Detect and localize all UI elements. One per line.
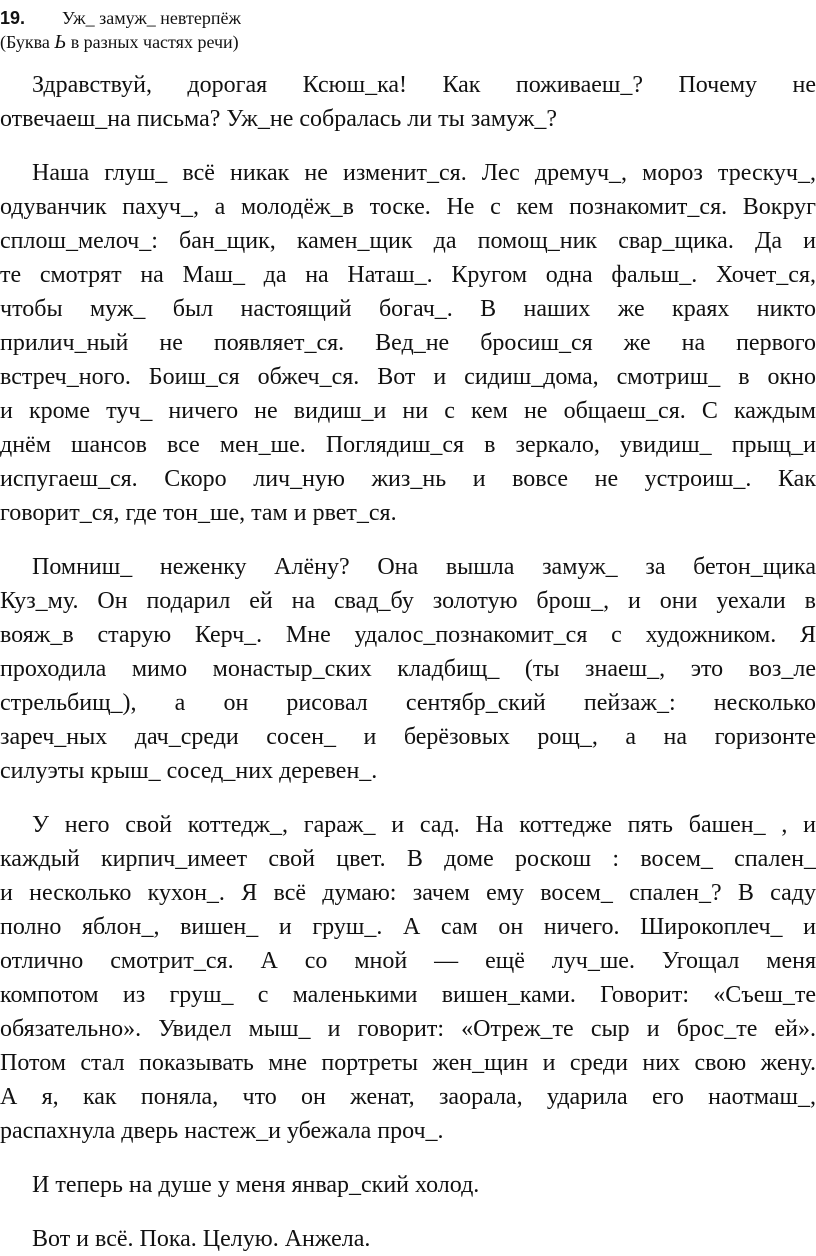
text-line: И теперь на душе у меня январ_ский холод. xyxy=(32,1172,480,1198)
paragraph-gap xyxy=(0,530,816,550)
text-line: встреч_ного. Боиш_ся обжеч_ся. Вот и сидиш_дома, смотриш_ в окно xyxy=(0,364,816,390)
text-line: Куз_му. Он подарил ей на свад_бу золотую брош_, и они уехали в xyxy=(0,588,816,614)
text-line: Наша глуш_ всё никак не изменит_ся. Лес дремуч_, мороз трескуч_, xyxy=(32,160,816,186)
text-line: У него свой коттедж_, гараж_ и сад. На коттедже пять башен_ , и xyxy=(32,812,816,838)
text-line: отлично смотрит_ся. А со мной — ещё луч_ше. Угощал меня xyxy=(0,948,816,974)
text-line: чтобы муж_ был настоящий богач_. В наших же краях никто xyxy=(0,296,816,322)
text-line: силуэты крыш_ сосед_них деревен_. xyxy=(0,758,378,784)
paragraph xyxy=(0,550,816,788)
text-line: проходила мимо монастыр_ских кладбищ_ (ты знаеш_, это воз_ле xyxy=(0,656,816,682)
text-line: вояж_в старую Керч_. Мне удалос_познакомит_ся с художником. Я xyxy=(0,622,816,648)
subtitle-prefix: (Буква xyxy=(0,32,55,52)
paragraph-gap xyxy=(0,1148,816,1168)
text-line: полно яблон_, вишен_ и груш_. А сам он ничего. Широкоплеч_ и xyxy=(0,914,816,940)
text-line: каждый кирпич_имеет свой цвет. В доме роскош : восем_ спален_ xyxy=(0,846,816,872)
text-line: и несколько кухон_. Я всё думаю: зачем ему восем_ спален_? В саду xyxy=(0,880,816,906)
text-line: стрельбищ_), а он рисовал сентябр_ский пейзаж_: несколько xyxy=(0,690,816,716)
text-line: распахнула дверь настеж_и убежала проч_. xyxy=(0,1118,444,1144)
paragraph-gap xyxy=(0,788,816,808)
exercise-title: Уж_ замуж_ невтерпёж xyxy=(62,8,241,28)
text-line: одуванчик пахуч_, а молодёж_в тоске. Не с кем познакомит_ся. Вокруг xyxy=(0,194,816,220)
text-line: испугаеш_ся. Скоро лич_ную жиз_нь и вовсе не устроиш_. Как xyxy=(0,466,816,492)
paragraph-gap xyxy=(0,1202,816,1222)
paragraph-gap xyxy=(0,136,816,156)
text-line: Помниш_ неженку Алёну? Она вышла замуж_ за бетон_щика xyxy=(32,554,816,580)
exercise-subtitle xyxy=(0,30,816,54)
exercise-number: 19. xyxy=(0,8,26,28)
text-line: говорит_ся, где тон_ше, там и рвет_ся. xyxy=(0,500,397,526)
exercise-header xyxy=(0,6,816,54)
text-line: Потом стал показывать мне портреты жен_щин и среди них свою жену. xyxy=(0,1050,816,1076)
text-line: те смотрят на Маш_ да на Наташ_. Кругом одна фальш_. Хочет_ся, xyxy=(0,262,816,288)
paragraph xyxy=(0,156,816,530)
text-line: компотом из груш_ с маленькими вишен_ками. Говорит: «Съеш_те xyxy=(0,982,816,1008)
paragraph xyxy=(0,1222,816,1256)
exercise-title-line xyxy=(0,6,816,30)
text-line: зареч_ных дач_среди сосен_ и берёзовых рощ_, а на горизонте xyxy=(0,724,816,750)
paragraph xyxy=(0,808,816,1148)
text-line: А я, как поняла, что он женат, заорала, ударила его наотмаш_, xyxy=(0,1084,816,1110)
text-line: Вот и всё. Пока. Целую. Анжела. xyxy=(32,1226,371,1252)
text-line: днём шансов все мен_ше. Поглядиш_ся в зеркало, увидиш_ прыщ_и xyxy=(0,432,816,458)
letter-body xyxy=(0,68,816,1256)
text-line: отвечаеш_на письма? Уж_не собралась ли ты замуж_? xyxy=(0,106,557,132)
text-line: обязательно». Увидел мыш_ и говорит: «Отреж_те сыр и брос_те ей». xyxy=(0,1016,816,1042)
paragraph xyxy=(0,68,816,136)
text-line: прилич_ный не появляет_ся. Вед_не бросиш_ся же на первого xyxy=(0,330,816,356)
text-line: и кроме туч_ ничего не видиш_и ни с кем не общаеш_ся. С каждым xyxy=(0,398,816,424)
paragraph xyxy=(0,1168,816,1202)
text-line: сплош_мелоч_: бан_щик, камен_щик да помощ_ник свар_щика. Да и xyxy=(0,228,816,254)
subtitle-letter: Ь xyxy=(54,31,67,53)
text-line: Здравствуй, дорогая Ксюш_ка! Как поживаеш_? Почему не xyxy=(32,72,816,98)
subtitle-suffix: в разных частях речи) xyxy=(66,32,239,52)
